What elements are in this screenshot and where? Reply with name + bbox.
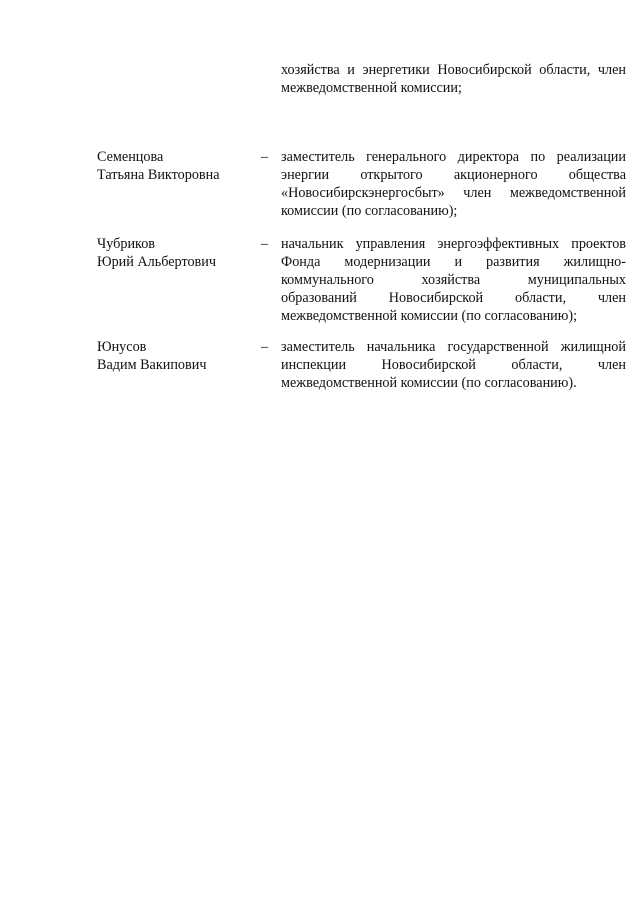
member-position [281, 235, 626, 325]
text-line: хозяйства и энергетики Новосибирской области, член [281, 62, 626, 78]
member-position [281, 148, 626, 220]
text-line: начальник управления энергоэффективных проектов [281, 236, 626, 252]
member-given-name: Татьяна Викторовна [97, 167, 220, 183]
continuation-text [281, 61, 626, 97]
member-given-name: Вадим Вакипович [97, 357, 207, 373]
text-line: коммунального хозяйства муниципальных [281, 272, 626, 288]
text-line: комиссии (по согласованию); [281, 203, 458, 219]
member-given-name: Юрий Альбертович [97, 254, 216, 270]
member-surname: Семенцова [97, 149, 164, 165]
text-line: межведомственной комиссии (по согласованию); [281, 308, 578, 324]
member-surname: Юнусов [97, 339, 147, 355]
text-line: Фонда модернизации и развития жилищно- [281, 254, 626, 270]
member-surname: Чубриков [97, 236, 155, 252]
text-line: «Новосибирскэнергосбыт» член межведомственной [281, 185, 626, 201]
text-line: энергии открытого акционерного общества [281, 167, 626, 183]
dash-separator: – [261, 149, 269, 165]
text-line: межведомственной комиссии; [281, 80, 462, 96]
dash-separator: – [261, 236, 269, 252]
member-name [97, 148, 220, 184]
text-line: заместитель генерального директора по реализации [281, 149, 626, 165]
member-name [97, 338, 206, 374]
text-line: заместитель начальника государственной жилищной [281, 339, 626, 355]
text-line: межведомственной комиссии (по согласованию). [281, 375, 577, 391]
member-position [281, 338, 626, 392]
text-line: инспекции Новосибирской области, член [281, 357, 626, 373]
member-name [97, 235, 216, 271]
text-line: образований Новосибирской области, член [281, 290, 626, 306]
dash-separator: – [261, 339, 269, 355]
